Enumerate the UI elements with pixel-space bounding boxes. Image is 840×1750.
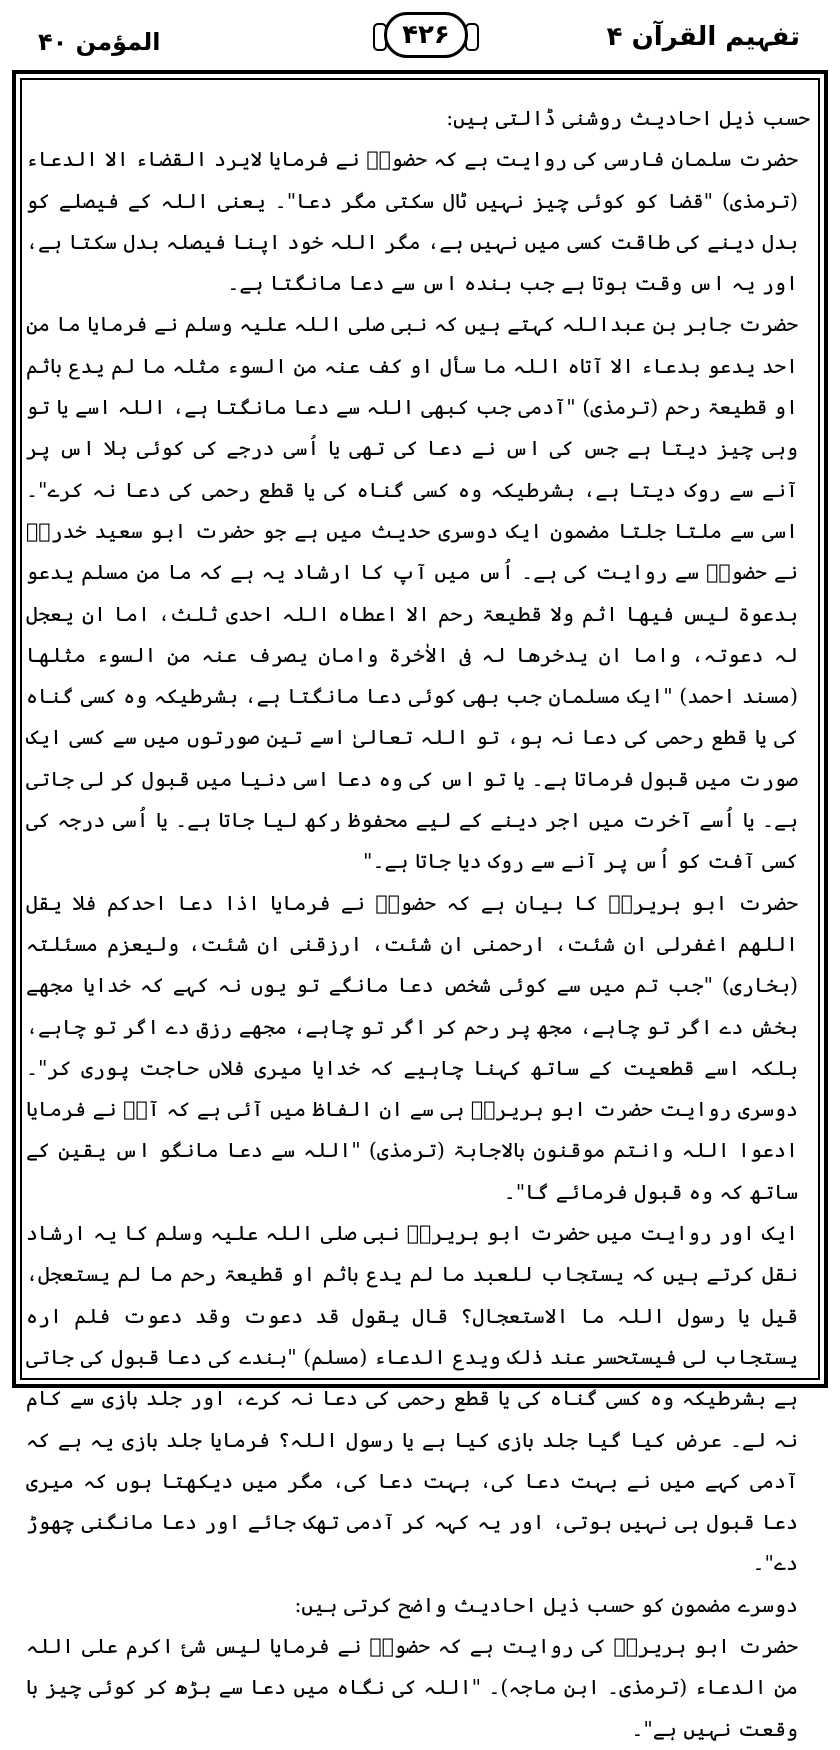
page-number: ۴۲۶ — [384, 12, 468, 58]
paragraph-second-theme: دوسرے مضمون کو حسب ذیل احادیث واضح کرتی ہیں: — [294, 1592, 798, 1617]
paragraph-hadith-abu-hurairah-haste: ایک اور روایت میں حضرت ابو ہریرہؓ نبی صلی اللہ علیہ وسلم کا یہ ارشاد نقل کرتے ہیں کہ یستجاب للعبد ما لم یدع باثم او قطیعۃ رحم ما لم یستعجل، قیل یا رسول اللہ ما الاستعجال؟ قال یقول قد دعوت وقد دعوت فلم ارہ یستجاب لی فیستحسر عند ذٰلک ویدع الدعاء (مسلم) "بندے کی دعا قبول کی جاتی ہے بشرطیکہ وہ کسی گناہ کی یا قطع رحمی کی دعا نہ کرے، اور جلد بازی سے کام نہ لے۔ عرض کیا گیا جلد بازی کیا ہے یا رسول اللہ؟ فرمایا جلد بازی یہ ہے کہ آدمی کہے میں نے بہت دعا کی، بہت دعا کی، مگر میں دیکھتا ہوں کہ میری دعا قبول ہی نہیں ہوتی، اور یہ کہہ کر آدمی تھک جائے اور دعا مانگنی چھوڑ دے"۔ — [26, 1221, 798, 1576]
paragraph-hadith-jabir: حضرت جابر بن عبداللہ کہتے ہیں کہ نبی صلی اللہ علیہ وسلم نے فرمایا ما من احد یدعو بدعاء الا آتاہ اللہ ما سأل او کف عنہ من السوء مثلہ ما لم یدع باثم او قطیعۃ رحم (ترمذی) "آدمی جب کبھی اللہ سے دعا مانگتا ہے، اللہ اسے یا تو وہی چیز دیتا ہے جس کی اس نے دعا کی تھی یا اُسی درجے کی کوئی بلا اس پر آنے سے روک دیتا ہے، بشرطیکہ وہ کسی گناہ کی یا قطع رحمی کی دعا نہ کرے"۔ اسی سے ملتا جلتا مضمون ایک دوسری حدیث میں ہے جو حضرت ابو سعید خدریؓ نے حضورؐ سے روایت کی ہے۔ اُس میں آپ کا ارشاد یہ ہے کہ ما من مسلم یدعو بدعوۃ لیس فیھا اثم ولا قطیعۃ رحم الا اعطاہ اللہ احدی ثلث، اما ان یعجل لہ دعوتہ، واما ان یدخرھا لہ فی الاٰخرۃ وامان یصرف عنہ من السوء مثلھا (مسند احمد) "ایک مسلمان جب بھی کوئی دعا مانگتا ہے، بشرطیکہ وہ کسی گناہ کی یا قطع رحمی کی دعا نہ ہو، تو اللہ تعالیٰ اسے تین صورتوں میں سے کسی ایک صورت میں قبول فرماتا ہے۔ یا تو اس کی وہ دعا اسی دنیا میں قبول کر لی جاتی ہے۔ یا اُسے آخرت میں اجر دینے کے لیے محفوظ رکھ لیا جاتا ہے۔ یا اُسی درجہ کی کسی آفت کو اُس پر آنے سے روک دیا جاتا ہے۔" — [26, 312, 798, 874]
book-title: تفہیم القرآن ۴ — [606, 22, 800, 52]
paragraph-hadith-dua-honor: حضرت ابو ہریرہؓ کی روایت ہے کہ حضورؐ نے فرمایا لیس شئ اکرم علی اللہ من الدعاء (ترمذی۔ ابن ماجہ)۔ "اللہ کی نگاہ میں دعا سے بڑھ کر کوئی چیز با وقعت نہیں ہے"۔ — [26, 1633, 798, 1741]
paragraph-hadith-salman: حضرت سلمان فارسی کی روایت ہے کہ حضورؐ نے فرمایا لایرد القضاء الا الدعاء (ترمذی) "قضا کو کوئی چیز نہیں ٹال سکتی مگر دعا"۔ یعنی اللہ کے فیصلے کو بدل دینے کی طاقت کسی میں نہیں ہے، مگر اللہ خود اپنا فیصلہ بدل سکتا ہے، اور یہ اس وقت ہوتا ہے جب بندہ اس سے دعا مانگتا ہے۔ — [26, 147, 798, 296]
body-text — [26, 98, 810, 1741]
paragraph-hadith-abu-hurairah: حضرت ابو ہریرہؓ کا بیان ہے کہ حضورؐ نے فرمایا اذا دعا احدکم فلا یقل اللھم اغفرلی ان شئت، ارحمنی ان شئت، ارزقنی ان شئت، ولیعزم مسئلتہ (بخاری) "جب تم میں سے کوئی شخص دعا مانگے تو یوں نہ کہے کہ خدایا مجھے بخش دے اگر تو چاہے، مجھ پر رحم کر اگر تو چاہے، مجھے رزق دے اگر تو چاہے، بلکہ اسے قطعیت کے ساتھ کہنا چاہیے کہ خدایا میری فلاں حاجت پوری کر"۔ دوسری روایت حضرت ابو ہریرہؓ ہی سے ان الفاظ میں آئی ہے کہ آپؐ نے فرمایا ادعوا اللہ وانتم موقنون بالاجابۃ (ترمذی) "اللہ سے دعا مانگو اس یقین کے ساتھ کہ وہ قبول فرمائے گا"۔ — [26, 890, 798, 1204]
page-header — [0, 0, 840, 64]
surah-name: المؤمن ۴۰ — [38, 28, 161, 56]
paragraph-intro: حسب ذیل احادیث روشنی ڈالتی ہیں: — [446, 106, 810, 130]
